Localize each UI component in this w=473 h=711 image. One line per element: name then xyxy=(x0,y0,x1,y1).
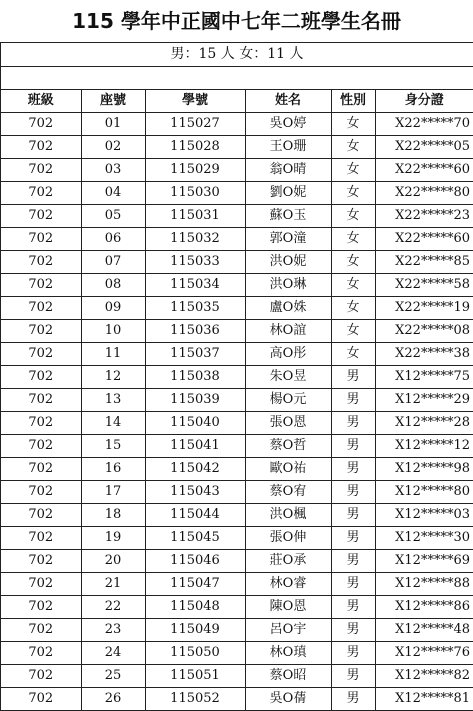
name-cell: 郭O潼 xyxy=(245,228,331,251)
student-id-cell: 115047 xyxy=(145,573,245,596)
gender-cell: 男 xyxy=(331,619,375,642)
name-cell: 盧O姝 xyxy=(245,297,331,320)
table-row xyxy=(1,481,473,504)
seat-cell: 18 xyxy=(81,504,145,527)
gender-cell: 男 xyxy=(331,435,375,458)
seat-cell: 04 xyxy=(81,182,145,205)
student-id-cell: 115035 xyxy=(145,297,245,320)
name-cell: 蔡O昭 xyxy=(245,665,331,688)
gender-cell: 男 xyxy=(331,412,375,435)
gender-cell: 女 xyxy=(331,228,375,251)
gender-cell: 女 xyxy=(331,182,375,205)
seat-cell: 09 xyxy=(81,297,145,320)
column-header-seat: 座號 xyxy=(81,90,145,113)
gender-cell: 男 xyxy=(331,596,375,619)
student-id-cell: 115032 xyxy=(145,228,245,251)
national-id-cell: X22*****70 xyxy=(375,113,473,136)
table-row xyxy=(1,113,473,136)
class-cell: 702 xyxy=(1,619,81,642)
table-row xyxy=(1,366,473,389)
name-cell: 吳O婷 xyxy=(245,113,331,136)
national-id-cell: X12*****30 xyxy=(375,527,473,550)
student-id-cell: 115043 xyxy=(145,481,245,504)
table-row xyxy=(1,550,473,573)
student-id-cell: 115027 xyxy=(145,113,245,136)
gender-cell: 男 xyxy=(331,458,375,481)
column-header-national-id: 身分證 xyxy=(375,90,473,113)
national-id-cell: X22*****19 xyxy=(375,297,473,320)
class-cell: 702 xyxy=(1,665,81,688)
name-cell: 洪O琳 xyxy=(245,274,331,297)
student-id-cell: 115051 xyxy=(145,665,245,688)
seat-cell: 14 xyxy=(81,412,145,435)
table-row xyxy=(1,136,473,159)
student-id-cell: 115041 xyxy=(145,435,245,458)
student-id-cell: 115031 xyxy=(145,205,245,228)
gender-cell: 男 xyxy=(331,366,375,389)
name-cell: 蔡O哲 xyxy=(245,435,331,458)
table-row xyxy=(1,504,473,527)
page-title: 115 學年中正國中七年二班學生名冊 xyxy=(72,9,401,33)
student-id-cell: 115037 xyxy=(145,343,245,366)
class-cell: 702 xyxy=(1,205,81,228)
table-row xyxy=(1,297,473,320)
national-id-cell: X22*****38 xyxy=(375,343,473,366)
name-cell: 吳O蒨 xyxy=(245,688,331,711)
seat-cell: 12 xyxy=(81,366,145,389)
national-id-cell: X12*****98 xyxy=(375,458,473,481)
national-id-cell: X22*****05 xyxy=(375,136,473,159)
national-id-cell: X22*****23 xyxy=(375,205,473,228)
table-row xyxy=(1,596,473,619)
student-id-cell: 115033 xyxy=(145,251,245,274)
gender-cell: 女 xyxy=(331,251,375,274)
seat-cell: 24 xyxy=(81,642,145,665)
name-cell: 林O睿 xyxy=(245,573,331,596)
student-id-cell: 115034 xyxy=(145,274,245,297)
seat-cell: 01 xyxy=(81,113,145,136)
student-id-cell: 115049 xyxy=(145,619,245,642)
student-id-cell: 115045 xyxy=(145,527,245,550)
seat-cell: 08 xyxy=(81,274,145,297)
table-row xyxy=(1,320,473,343)
name-cell: 歐O祐 xyxy=(245,458,331,481)
name-cell: 林O誼 xyxy=(245,320,331,343)
gender-cell: 男 xyxy=(331,665,375,688)
gender-cell: 男 xyxy=(331,688,375,711)
gender-cell: 男 xyxy=(331,481,375,504)
table-row xyxy=(1,619,473,642)
name-cell: 翁O晴 xyxy=(245,159,331,182)
class-cell: 702 xyxy=(1,481,81,504)
national-id-cell: X22*****58 xyxy=(375,274,473,297)
table-row xyxy=(1,688,473,711)
seat-cell: 13 xyxy=(81,389,145,412)
seat-cell: 26 xyxy=(81,688,145,711)
table-row xyxy=(1,435,473,458)
student-id-cell: 115029 xyxy=(145,159,245,182)
class-cell: 702 xyxy=(1,412,81,435)
class-cell: 702 xyxy=(1,136,81,159)
name-cell: 呂O宇 xyxy=(245,619,331,642)
class-cell: 702 xyxy=(1,343,81,366)
table-row xyxy=(1,665,473,688)
gender-cell: 女 xyxy=(331,136,375,159)
seat-cell: 23 xyxy=(81,619,145,642)
seat-cell: 17 xyxy=(81,481,145,504)
class-cell: 702 xyxy=(1,182,81,205)
student-id-cell: 115052 xyxy=(145,688,245,711)
gender-cell: 女 xyxy=(331,297,375,320)
name-cell: 陳O恩 xyxy=(245,596,331,619)
class-cell: 702 xyxy=(1,435,81,458)
name-cell: 莊O承 xyxy=(245,550,331,573)
gender-cell: 女 xyxy=(331,159,375,182)
table-row xyxy=(1,642,473,665)
gender-cell: 男 xyxy=(331,389,375,412)
seat-cell: 11 xyxy=(81,343,145,366)
class-cell: 702 xyxy=(1,159,81,182)
column-header-name: 姓名 xyxy=(245,90,331,113)
name-cell: 洪O楓 xyxy=(245,504,331,527)
seat-cell: 19 xyxy=(81,527,145,550)
seat-cell: 21 xyxy=(81,573,145,596)
seat-cell: 07 xyxy=(81,251,145,274)
column-header-class: 班級 xyxy=(1,90,81,113)
class-cell: 702 xyxy=(1,297,81,320)
name-cell: 朱O昱 xyxy=(245,366,331,389)
table-row xyxy=(1,343,473,366)
national-id-cell: X22*****08 xyxy=(375,320,473,343)
class-cell: 702 xyxy=(1,688,81,711)
class-cell: 702 xyxy=(1,642,81,665)
national-id-cell: X12*****81 xyxy=(375,688,473,711)
national-id-cell: X12*****29 xyxy=(375,389,473,412)
national-id-cell: X22*****80 xyxy=(375,182,473,205)
gender-cell: 女 xyxy=(331,205,375,228)
table-row xyxy=(1,458,473,481)
class-cell: 702 xyxy=(1,228,81,251)
student-id-cell: 115038 xyxy=(145,366,245,389)
name-cell: 蘇O玉 xyxy=(245,205,331,228)
seat-cell: 10 xyxy=(81,320,145,343)
name-cell: 洪O妮 xyxy=(245,251,331,274)
seat-cell: 15 xyxy=(81,435,145,458)
roster-table xyxy=(1,90,473,711)
national-id-cell: X12*****28 xyxy=(375,412,473,435)
table-row xyxy=(1,182,473,205)
table-row xyxy=(1,274,473,297)
class-cell: 702 xyxy=(1,458,81,481)
national-id-cell: X12*****69 xyxy=(375,550,473,573)
national-id-cell: X12*****86 xyxy=(375,596,473,619)
gender-cell: 男 xyxy=(331,550,375,573)
national-id-cell: X12*****48 xyxy=(375,619,473,642)
roster-body xyxy=(1,113,473,711)
table-row xyxy=(1,205,473,228)
gender-cell: 女 xyxy=(331,113,375,136)
name-cell: 林O瑱 xyxy=(245,642,331,665)
seat-cell: 20 xyxy=(81,550,145,573)
table-row xyxy=(1,228,473,251)
student-id-cell: 115050 xyxy=(145,642,245,665)
national-id-cell: X12*****76 xyxy=(375,642,473,665)
national-id-cell: X12*****12 xyxy=(375,435,473,458)
class-cell: 702 xyxy=(1,113,81,136)
student-id-cell: 115039 xyxy=(145,389,245,412)
student-id-cell: 115030 xyxy=(145,182,245,205)
class-cell: 702 xyxy=(1,527,81,550)
national-id-cell: X12*****03 xyxy=(375,504,473,527)
national-id-cell: X12*****88 xyxy=(375,573,473,596)
seat-cell: 25 xyxy=(81,665,145,688)
name-cell: 蔡O宥 xyxy=(245,481,331,504)
table-row xyxy=(1,573,473,596)
gender-cell: 男 xyxy=(331,504,375,527)
student-id-cell: 115028 xyxy=(145,136,245,159)
table-row xyxy=(1,159,473,182)
name-cell: 王O珊 xyxy=(245,136,331,159)
student-id-cell: 115042 xyxy=(145,458,245,481)
national-id-cell: X22*****85 xyxy=(375,251,473,274)
table-row xyxy=(1,412,473,435)
gender-cell: 男 xyxy=(331,642,375,665)
student-id-cell: 115044 xyxy=(145,504,245,527)
seat-cell: 22 xyxy=(81,596,145,619)
name-cell: 張O恩 xyxy=(245,412,331,435)
column-header-gender: 性別 xyxy=(331,90,375,113)
gender-summary: 男：15 人 女：11 人 xyxy=(1,43,473,67)
class-cell: 702 xyxy=(1,251,81,274)
gender-cell: 女 xyxy=(331,320,375,343)
name-cell: 劉O妮 xyxy=(245,182,331,205)
header-row xyxy=(1,90,473,113)
national-id-cell: X12*****80 xyxy=(375,481,473,504)
student-id-cell: 115036 xyxy=(145,320,245,343)
seat-cell: 02 xyxy=(81,136,145,159)
seat-cell: 03 xyxy=(81,159,145,182)
gender-cell: 女 xyxy=(331,274,375,297)
class-cell: 702 xyxy=(1,550,81,573)
seat-cell: 05 xyxy=(81,205,145,228)
class-cell: 702 xyxy=(1,596,81,619)
table-row xyxy=(1,527,473,550)
seat-cell: 06 xyxy=(81,228,145,251)
gender-cell: 男 xyxy=(331,573,375,596)
name-cell: 張O伸 xyxy=(245,527,331,550)
national-id-cell: X12*****75 xyxy=(375,366,473,389)
national-id-cell: X22*****60 xyxy=(375,228,473,251)
gender-cell: 男 xyxy=(331,527,375,550)
gender-cell: 女 xyxy=(331,343,375,366)
class-cell: 702 xyxy=(1,366,81,389)
table-row xyxy=(1,389,473,412)
student-id-cell: 115040 xyxy=(145,412,245,435)
name-cell: 楊O元 xyxy=(245,389,331,412)
class-cell: 702 xyxy=(1,389,81,412)
class-cell: 702 xyxy=(1,274,81,297)
student-id-cell: 115046 xyxy=(145,550,245,573)
table-row xyxy=(1,251,473,274)
class-cell: 702 xyxy=(1,504,81,527)
national-id-cell: X22*****60 xyxy=(375,159,473,182)
student-id-cell: 115048 xyxy=(145,596,245,619)
roster-sheet xyxy=(0,42,473,711)
class-cell: 702 xyxy=(1,573,81,596)
name-cell: 高O彤 xyxy=(245,343,331,366)
blank-row xyxy=(1,67,473,90)
seat-cell: 16 xyxy=(81,458,145,481)
column-header-student-id: 學號 xyxy=(145,90,245,113)
national-id-cell: X12*****82 xyxy=(375,665,473,688)
class-cell: 702 xyxy=(1,320,81,343)
